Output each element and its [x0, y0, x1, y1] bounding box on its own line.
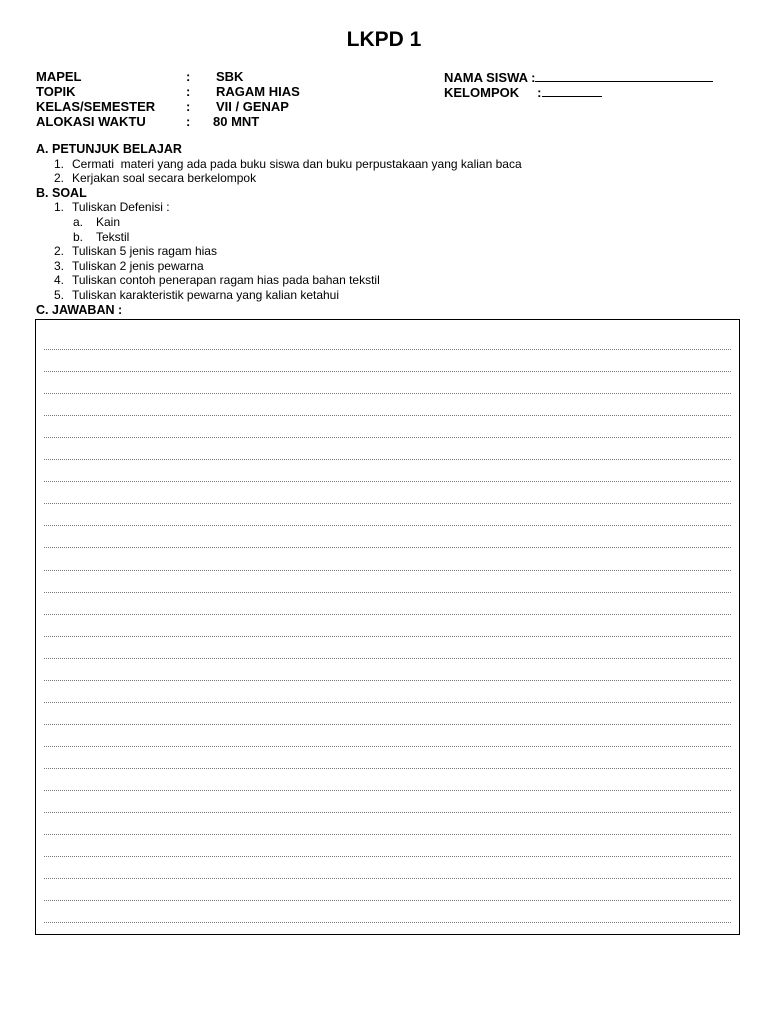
meta-label: TOPIK	[36, 84, 76, 99]
meta-label: KELOMPOK :	[444, 85, 542, 100]
meta-row-kelompok	[444, 84, 713, 99]
meta-value: SBK	[216, 69, 244, 84]
item-letter: b.	[73, 229, 84, 244]
answer-writing-line	[44, 702, 731, 703]
item-number: 2.	[54, 171, 65, 186]
answer-writing-line	[44, 459, 731, 460]
answer-writing-line	[44, 746, 731, 747]
item-number: 3.	[54, 258, 65, 273]
answer-writing-line	[44, 636, 731, 637]
section-c-heading	[36, 303, 182, 318]
list-item	[36, 156, 522, 172]
answer-writing-line	[44, 724, 731, 725]
answer-writing-line	[44, 525, 731, 526]
meta-value: VII / GENAP	[216, 99, 289, 114]
meta-info-right	[444, 69, 713, 99]
meta-label: NAMA SISWA :	[444, 70, 536, 85]
meta-colon: :	[186, 99, 191, 114]
answer-writing-line	[44, 437, 731, 438]
list-item	[36, 258, 204, 274]
meta-colon: :	[186, 84, 191, 99]
answer-writing-line	[44, 547, 731, 548]
section-letter: C.	[36, 302, 49, 317]
meta-label: MAPEL	[36, 69, 82, 84]
meta-row-nama-siswa	[444, 69, 713, 84]
answer-writing-line	[44, 614, 731, 615]
item-text: Tuliskan 5 jenis ragam hias	[72, 244, 217, 259]
section-title: JAWABAN :	[52, 302, 123, 317]
answer-writing-line	[44, 415, 731, 416]
section-letter: A.	[36, 142, 49, 156]
worksheet-content	[36, 142, 522, 317]
page-title: LKPD 1	[346, 28, 422, 51]
answer-writing-line	[44, 856, 731, 857]
list-item	[36, 171, 257, 186]
answer-writing-line	[44, 900, 731, 901]
item-text: Tuliskan Defenisi :	[72, 200, 170, 215]
answer-writing-line	[44, 922, 731, 923]
list-item	[36, 287, 340, 303]
answer-writing-line	[44, 834, 731, 835]
item-letter: a.	[73, 214, 84, 229]
meta-label: KELAS/SEMESTER	[36, 99, 156, 114]
answer-writing-line	[44, 658, 731, 659]
section-letter: B.	[36, 185, 49, 200]
answer-writing-line	[44, 768, 731, 769]
answer-writing-line	[44, 349, 731, 350]
section-title: PETUNJUK BELAJAR	[52, 142, 182, 156]
item-number: 1.	[54, 200, 65, 215]
answer-writing-line	[44, 878, 731, 879]
group-blank-line	[542, 84, 602, 97]
item-number: 2.	[54, 244, 65, 259]
item-number: 1.	[54, 156, 65, 171]
item-text: Cermati materi yang ada pada buku siswa dan buku perpustakaan yang kalian baca	[72, 156, 522, 171]
item-text: Kain	[96, 214, 121, 229]
sub-list-item	[36, 230, 182, 245]
name-blank-line	[535, 69, 713, 82]
answer-writing-line	[44, 570, 731, 571]
answer-writing-line	[44, 371, 731, 372]
answer-writing-line	[44, 812, 731, 813]
meta-value: 80 MNT	[213, 114, 260, 129]
meta-label: ALOKASI WAKTU	[36, 114, 146, 129]
section-b-heading	[36, 186, 182, 201]
section-title: SOAL	[52, 185, 87, 200]
meta-colon: :	[186, 114, 191, 129]
answer-writing-line	[44, 393, 731, 394]
meta-value: RAGAM HIAS	[216, 84, 300, 99]
answer-writing-line	[44, 680, 731, 681]
item-text: Tuliskan contoh penerapan ragam hias pada bahan tekstil	[72, 273, 380, 288]
item-text: Tuliskan 2 jenis pewarna	[72, 258, 204, 273]
answer-writing-line	[44, 592, 731, 593]
meta-colon: :	[186, 69, 191, 84]
answer-box[interactable]	[35, 319, 740, 935]
answer-writing-line	[44, 790, 731, 791]
item-text: Kerjakan soal secara berkelompok	[72, 171, 257, 186]
item-text: Tuliskan karakteristik pewarna yang kalian ketahui	[72, 287, 340, 302]
item-text: Tekstil	[96, 229, 130, 244]
answer-writing-line	[44, 503, 731, 504]
item-number: 5.	[54, 287, 65, 302]
sub-list-item	[36, 215, 182, 230]
answer-writing-line	[44, 481, 731, 482]
section-a-heading	[36, 142, 182, 157]
list-item	[36, 244, 217, 259]
list-item	[36, 273, 380, 288]
list-item	[36, 200, 182, 215]
item-number: 4.	[54, 273, 65, 288]
